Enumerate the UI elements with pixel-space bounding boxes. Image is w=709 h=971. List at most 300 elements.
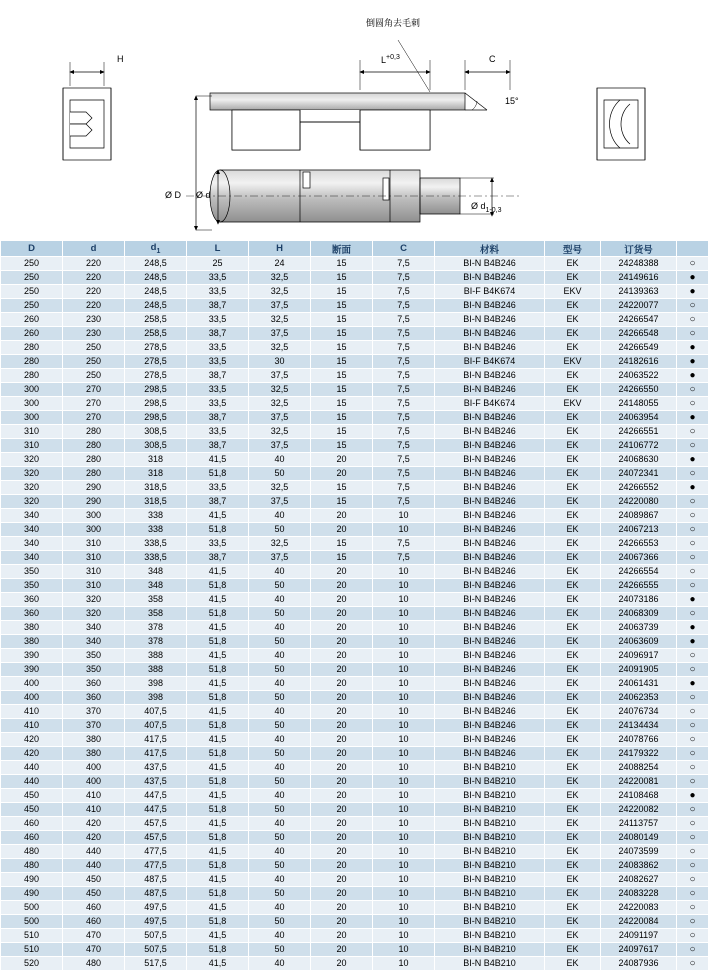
cell-order-no: 24068309 bbox=[601, 607, 677, 621]
cell-type: EK bbox=[545, 691, 601, 705]
table-row bbox=[1, 873, 709, 887]
cell-C: 10 bbox=[373, 635, 435, 649]
cell-d: 370 bbox=[63, 719, 125, 733]
cell-type: EK bbox=[545, 481, 601, 495]
cell-D: 440 bbox=[1, 761, 63, 775]
cell-material: BI-N B4B246 bbox=[435, 481, 545, 495]
cell-D: 300 bbox=[1, 411, 63, 425]
cell-H: 40 bbox=[249, 929, 311, 943]
cell-H: 37,5 bbox=[249, 439, 311, 453]
table-row bbox=[1, 313, 709, 327]
table-header-row bbox=[1, 241, 709, 257]
cell-section: 15 bbox=[311, 285, 373, 299]
cell-type: EK bbox=[545, 705, 601, 719]
table-row bbox=[1, 887, 709, 901]
cell-stock: ● bbox=[677, 677, 709, 691]
cell-L: 38,7 bbox=[187, 495, 249, 509]
cell-stock: ○ bbox=[677, 327, 709, 341]
cell-H: 50 bbox=[249, 859, 311, 873]
cell-C: 10 bbox=[373, 873, 435, 887]
col-header-order-no: 订货号 bbox=[601, 241, 677, 257]
cell-material: BI-N B4B210 bbox=[435, 859, 545, 873]
cell-L: 51,8 bbox=[187, 635, 249, 649]
cell-order-no: 24076734 bbox=[601, 705, 677, 719]
cell-H: 32,5 bbox=[249, 341, 311, 355]
cell-type: EK bbox=[545, 775, 601, 789]
cell-type: EK bbox=[545, 341, 601, 355]
cell-type: EK bbox=[545, 509, 601, 523]
cell-material: BI-N B4B246 bbox=[435, 327, 545, 341]
dim-label-C: C bbox=[489, 54, 496, 64]
cell-order-no: 24096917 bbox=[601, 649, 677, 663]
col-header-d: d bbox=[63, 241, 125, 257]
cell-material: BI-N B4B210 bbox=[435, 775, 545, 789]
cell-C: 7,5 bbox=[373, 355, 435, 369]
cell-D: 420 bbox=[1, 733, 63, 747]
cell-section: 20 bbox=[311, 761, 373, 775]
cell-L: 38,7 bbox=[187, 327, 249, 341]
cell-type: EK bbox=[545, 873, 601, 887]
cell-section: 20 bbox=[311, 677, 373, 691]
cell-stock: ○ bbox=[677, 649, 709, 663]
table-row bbox=[1, 957, 709, 971]
cell-stock: ● bbox=[677, 369, 709, 383]
cell-stock: ○ bbox=[677, 663, 709, 677]
cell-section: 20 bbox=[311, 873, 373, 887]
cell-H: 32,5 bbox=[249, 537, 311, 551]
cell-material: BI-N B4B246 bbox=[435, 369, 545, 383]
cell-H: 37,5 bbox=[249, 495, 311, 509]
cell-H: 50 bbox=[249, 747, 311, 761]
cell-type: EK bbox=[545, 579, 601, 593]
cell-material: BI-N B4B210 bbox=[435, 789, 545, 803]
cell-stock: ○ bbox=[677, 817, 709, 831]
cell-section: 20 bbox=[311, 705, 373, 719]
cell-section: 20 bbox=[311, 887, 373, 901]
cell-C: 10 bbox=[373, 523, 435, 537]
cell-material: BI-F B4K674 bbox=[435, 355, 545, 369]
cell-order-no: 24108468 bbox=[601, 789, 677, 803]
cell-C: 10 bbox=[373, 957, 435, 971]
cell-section: 15 bbox=[311, 341, 373, 355]
cell-H: 32,5 bbox=[249, 425, 311, 439]
table-row bbox=[1, 677, 709, 691]
cell-stock: ● bbox=[677, 453, 709, 467]
cell-L: 51,8 bbox=[187, 523, 249, 537]
cell-D: 480 bbox=[1, 859, 63, 873]
cell-type: EK bbox=[545, 537, 601, 551]
col-header-d1: $d_1$ bbox=[125, 241, 187, 257]
cell-H: 50 bbox=[249, 579, 311, 593]
cell-H: 32,5 bbox=[249, 271, 311, 285]
cell-d1: 298,5 bbox=[125, 411, 187, 425]
cell-L: 33,5 bbox=[187, 285, 249, 299]
cell-stock: ○ bbox=[677, 383, 709, 397]
cell-L: 38,7 bbox=[187, 369, 249, 383]
cell-C: 10 bbox=[373, 621, 435, 635]
cell-section: 20 bbox=[311, 957, 373, 971]
cell-H: 40 bbox=[249, 761, 311, 775]
cell-section: 20 bbox=[311, 635, 373, 649]
cell-d: 420 bbox=[63, 831, 125, 845]
cell-C: 7,5 bbox=[373, 327, 435, 341]
cell-d: 230 bbox=[63, 327, 125, 341]
cell-material: BI-N B4B246 bbox=[435, 747, 545, 761]
cell-C: 7,5 bbox=[373, 411, 435, 425]
cell-d: 290 bbox=[63, 495, 125, 509]
cell-order-no: 24106772 bbox=[601, 439, 677, 453]
cell-type: EK bbox=[545, 593, 601, 607]
cell-C: 7,5 bbox=[373, 467, 435, 481]
cell-D: 250 bbox=[1, 285, 63, 299]
cell-L: 38,7 bbox=[187, 551, 249, 565]
cell-D: 340 bbox=[1, 551, 63, 565]
cell-L: 41,5 bbox=[187, 593, 249, 607]
cell-D: 410 bbox=[1, 719, 63, 733]
cell-L: 41,5 bbox=[187, 733, 249, 747]
cell-d1: 348 bbox=[125, 579, 187, 593]
cell-d1: 278,5 bbox=[125, 341, 187, 355]
cell-d1: 318,5 bbox=[125, 495, 187, 509]
cell-d1: 248,5 bbox=[125, 299, 187, 313]
cell-H: 32,5 bbox=[249, 285, 311, 299]
table-row bbox=[1, 831, 709, 845]
cell-d: 320 bbox=[63, 593, 125, 607]
dim-label-d1: Ø $d_{1-0,3}$ bbox=[471, 201, 502, 214]
cell-L: 33,5 bbox=[187, 383, 249, 397]
cell-d: 250 bbox=[63, 341, 125, 355]
cell-C: 10 bbox=[373, 719, 435, 733]
cell-order-no: 24266555 bbox=[601, 579, 677, 593]
cell-material: BI-N B4B246 bbox=[435, 579, 545, 593]
cell-D: 250 bbox=[1, 257, 63, 271]
cell-H: 50 bbox=[249, 523, 311, 537]
cell-type: EK bbox=[545, 271, 601, 285]
cell-d: 380 bbox=[63, 747, 125, 761]
cell-H: 37,5 bbox=[249, 551, 311, 565]
cell-order-no: 24148055 bbox=[601, 397, 677, 411]
cell-section: 15 bbox=[311, 481, 373, 495]
cell-L: 51,8 bbox=[187, 719, 249, 733]
cell-material: BI-N B4B246 bbox=[435, 425, 545, 439]
cell-d: 250 bbox=[63, 369, 125, 383]
cell-D: 460 bbox=[1, 817, 63, 831]
table-row bbox=[1, 733, 709, 747]
cell-order-no: 24083862 bbox=[601, 859, 677, 873]
cell-L: 51,8 bbox=[187, 579, 249, 593]
cell-d: 420 bbox=[63, 817, 125, 831]
cell-material: BI-N B4B210 bbox=[435, 845, 545, 859]
cell-section: 15 bbox=[311, 425, 373, 439]
cell-d: 400 bbox=[63, 761, 125, 775]
cell-d1: 358 bbox=[125, 607, 187, 621]
cell-order-no: 24063954 bbox=[601, 411, 677, 425]
cell-section: 20 bbox=[311, 663, 373, 677]
cell-type: EK bbox=[545, 803, 601, 817]
cell-L: 41,5 bbox=[187, 929, 249, 943]
cell-L: 25 bbox=[187, 257, 249, 271]
cell-section: 20 bbox=[311, 579, 373, 593]
cell-material: BI-N B4B246 bbox=[435, 313, 545, 327]
cell-D: 410 bbox=[1, 705, 63, 719]
cell-order-no: 24266553 bbox=[601, 537, 677, 551]
cell-type: EK bbox=[545, 383, 601, 397]
cell-order-no: 24134434 bbox=[601, 719, 677, 733]
table-row bbox=[1, 817, 709, 831]
cell-C: 10 bbox=[373, 677, 435, 691]
cell-D: 490 bbox=[1, 887, 63, 901]
table-row bbox=[1, 915, 709, 929]
cell-order-no: 24063609 bbox=[601, 635, 677, 649]
cell-D: 490 bbox=[1, 873, 63, 887]
cell-order-no: 24073186 bbox=[601, 593, 677, 607]
table-row bbox=[1, 425, 709, 439]
cell-stock: ○ bbox=[677, 467, 709, 481]
cell-material: BI-N B4B246 bbox=[435, 649, 545, 663]
cell-material: BI-N B4B210 bbox=[435, 887, 545, 901]
cell-material: BI-N B4B210 bbox=[435, 915, 545, 929]
cell-section: 15 bbox=[311, 551, 373, 565]
cell-C: 7,5 bbox=[373, 425, 435, 439]
cell-d: 300 bbox=[63, 509, 125, 523]
cell-stock: ○ bbox=[677, 719, 709, 733]
table-row bbox=[1, 635, 709, 649]
cell-type: EK bbox=[545, 453, 601, 467]
cell-D: 380 bbox=[1, 635, 63, 649]
cell-L: 51,8 bbox=[187, 859, 249, 873]
cell-order-no: 24067213 bbox=[601, 523, 677, 537]
cell-type: EK bbox=[545, 565, 601, 579]
cell-d1: 437,5 bbox=[125, 775, 187, 789]
cell-d1: 457,5 bbox=[125, 831, 187, 845]
table-row bbox=[1, 299, 709, 313]
cell-H: 50 bbox=[249, 691, 311, 705]
cell-D: 360 bbox=[1, 607, 63, 621]
table-row bbox=[1, 523, 709, 537]
cell-type: EK bbox=[545, 817, 601, 831]
cell-material: BI-N B4B246 bbox=[435, 733, 545, 747]
cell-L: 41,5 bbox=[187, 565, 249, 579]
cell-stock: ● bbox=[677, 481, 709, 495]
cell-order-no: 24061431 bbox=[601, 677, 677, 691]
cell-order-no: 24149616 bbox=[601, 271, 677, 285]
cell-order-no: 24088254 bbox=[601, 761, 677, 775]
cell-section: 20 bbox=[311, 719, 373, 733]
cell-L: 41,5 bbox=[187, 901, 249, 915]
cell-type: EK bbox=[545, 313, 601, 327]
cell-H: 32,5 bbox=[249, 481, 311, 495]
cell-d1: 507,5 bbox=[125, 943, 187, 957]
cell-material: BI-N B4B210 bbox=[435, 761, 545, 775]
cell-L: 41,5 bbox=[187, 845, 249, 859]
cell-stock: ● bbox=[677, 593, 709, 607]
cell-C: 10 bbox=[373, 733, 435, 747]
cell-type: EK bbox=[545, 439, 601, 453]
cell-H: 40 bbox=[249, 565, 311, 579]
cell-d1: 258,5 bbox=[125, 313, 187, 327]
cell-d1: 487,5 bbox=[125, 887, 187, 901]
cell-type: EK bbox=[545, 635, 601, 649]
table-row bbox=[1, 775, 709, 789]
table-row bbox=[1, 271, 709, 285]
cell-type: EK bbox=[545, 887, 601, 901]
cell-stock: ○ bbox=[677, 439, 709, 453]
cell-C: 10 bbox=[373, 649, 435, 663]
cell-type: EK bbox=[545, 943, 601, 957]
cell-material: BI-N B4B246 bbox=[435, 593, 545, 607]
cell-C: 10 bbox=[373, 705, 435, 719]
cell-section: 15 bbox=[311, 397, 373, 411]
cell-L: 33,5 bbox=[187, 355, 249, 369]
cell-d: 310 bbox=[63, 537, 125, 551]
cell-D: 320 bbox=[1, 467, 63, 481]
table-row bbox=[1, 369, 709, 383]
table-row bbox=[1, 551, 709, 565]
cell-C: 10 bbox=[373, 803, 435, 817]
cell-stock: ○ bbox=[677, 425, 709, 439]
cell-d: 220 bbox=[63, 299, 125, 313]
table-row bbox=[1, 383, 709, 397]
cell-stock: ○ bbox=[677, 775, 709, 789]
spec-table bbox=[0, 240, 709, 971]
cell-section: 20 bbox=[311, 593, 373, 607]
cell-stock: ○ bbox=[677, 509, 709, 523]
cell-D: 310 bbox=[1, 425, 63, 439]
cell-D: 510 bbox=[1, 943, 63, 957]
cell-type: EK bbox=[545, 607, 601, 621]
cell-stock: ○ bbox=[677, 915, 709, 929]
cell-material: BI-N B4B246 bbox=[435, 523, 545, 537]
cell-d: 410 bbox=[63, 789, 125, 803]
cell-section: 15 bbox=[311, 411, 373, 425]
cell-section: 20 bbox=[311, 915, 373, 929]
cell-d1: 497,5 bbox=[125, 915, 187, 929]
cell-d1: 278,5 bbox=[125, 369, 187, 383]
cell-type: EK bbox=[545, 761, 601, 775]
table-row bbox=[1, 495, 709, 509]
cell-material: BI-N B4B246 bbox=[435, 551, 545, 565]
cell-section: 20 bbox=[311, 467, 373, 481]
cell-d1: 338 bbox=[125, 523, 187, 537]
cell-section: 20 bbox=[311, 817, 373, 831]
cell-section: 20 bbox=[311, 803, 373, 817]
cell-H: 50 bbox=[249, 831, 311, 845]
cell-order-no: 24068630 bbox=[601, 453, 677, 467]
cell-order-no: 24266554 bbox=[601, 565, 677, 579]
cell-material: BI-N B4B246 bbox=[435, 635, 545, 649]
cell-order-no: 24097617 bbox=[601, 943, 677, 957]
cell-D: 320 bbox=[1, 481, 63, 495]
cell-d1: 477,5 bbox=[125, 845, 187, 859]
cell-D: 500 bbox=[1, 915, 63, 929]
cell-d1: 417,5 bbox=[125, 747, 187, 761]
cell-d: 370 bbox=[63, 705, 125, 719]
cell-d: 410 bbox=[63, 803, 125, 817]
cell-material: BI-N B4B210 bbox=[435, 803, 545, 817]
table-row bbox=[1, 467, 709, 481]
col-header-section: 断面 bbox=[311, 241, 373, 257]
cell-d: 280 bbox=[63, 453, 125, 467]
cell-stock: ○ bbox=[677, 803, 709, 817]
cell-section: 20 bbox=[311, 831, 373, 845]
cell-d: 440 bbox=[63, 845, 125, 859]
cell-D: 500 bbox=[1, 901, 63, 915]
cell-H: 30 bbox=[249, 355, 311, 369]
cell-material: BI-N B4B210 bbox=[435, 831, 545, 845]
cell-section: 20 bbox=[311, 691, 373, 705]
cell-order-no: 24220081 bbox=[601, 775, 677, 789]
cell-stock: ○ bbox=[677, 607, 709, 621]
cell-type: EK bbox=[545, 845, 601, 859]
cell-section: 20 bbox=[311, 943, 373, 957]
table-row bbox=[1, 705, 709, 719]
technical-drawing bbox=[0, 0, 708, 240]
cell-d: 300 bbox=[63, 523, 125, 537]
cell-order-no: 24266551 bbox=[601, 425, 677, 439]
cell-H: 40 bbox=[249, 453, 311, 467]
cell-type: EK bbox=[545, 957, 601, 971]
cell-material: BI-N B4B246 bbox=[435, 677, 545, 691]
cell-H: 50 bbox=[249, 887, 311, 901]
cell-L: 41,5 bbox=[187, 817, 249, 831]
cell-material: BI-F B4K674 bbox=[435, 285, 545, 299]
cell-type: EK bbox=[545, 901, 601, 915]
table-row bbox=[1, 943, 709, 957]
cell-H: 40 bbox=[249, 789, 311, 803]
cell-section: 20 bbox=[311, 929, 373, 943]
cell-D: 400 bbox=[1, 677, 63, 691]
cell-L: 33,5 bbox=[187, 425, 249, 439]
cell-L: 41,5 bbox=[187, 705, 249, 719]
cell-d1: 398 bbox=[125, 677, 187, 691]
cell-d1: 517,5 bbox=[125, 957, 187, 971]
cell-L: 33,5 bbox=[187, 481, 249, 495]
cell-material: BI-N B4B246 bbox=[435, 439, 545, 453]
cell-L: 38,7 bbox=[187, 299, 249, 313]
cell-d: 220 bbox=[63, 271, 125, 285]
cell-type: EK bbox=[545, 663, 601, 677]
table-row bbox=[1, 747, 709, 761]
cell-D: 400 bbox=[1, 691, 63, 705]
cell-type: EK bbox=[545, 719, 601, 733]
cell-D: 300 bbox=[1, 397, 63, 411]
cell-L: 41,5 bbox=[187, 453, 249, 467]
cell-stock: ● bbox=[677, 789, 709, 803]
cell-C: 7,5 bbox=[373, 369, 435, 383]
cell-section: 15 bbox=[311, 383, 373, 397]
cell-d: 220 bbox=[63, 257, 125, 271]
cell-section: 20 bbox=[311, 901, 373, 915]
cell-H: 40 bbox=[249, 733, 311, 747]
cell-order-no: 24113757 bbox=[601, 817, 677, 831]
cell-D: 420 bbox=[1, 747, 63, 761]
table-row bbox=[1, 621, 709, 635]
cell-d1: 457,5 bbox=[125, 817, 187, 831]
cell-d1: 487,5 bbox=[125, 873, 187, 887]
dim-label-d: Ø d bbox=[196, 190, 211, 200]
cell-L: 41,5 bbox=[187, 649, 249, 663]
cell-H: 50 bbox=[249, 663, 311, 677]
cell-type: EK bbox=[545, 733, 601, 747]
cell-d: 340 bbox=[63, 621, 125, 635]
chamfer-note: 倒圆角去毛刺 bbox=[366, 18, 421, 28]
table-row bbox=[1, 761, 709, 775]
cell-D: 340 bbox=[1, 509, 63, 523]
cell-C: 7,5 bbox=[373, 313, 435, 327]
cell-C: 10 bbox=[373, 663, 435, 677]
cell-L: 33,5 bbox=[187, 313, 249, 327]
cell-type: EK bbox=[545, 621, 601, 635]
